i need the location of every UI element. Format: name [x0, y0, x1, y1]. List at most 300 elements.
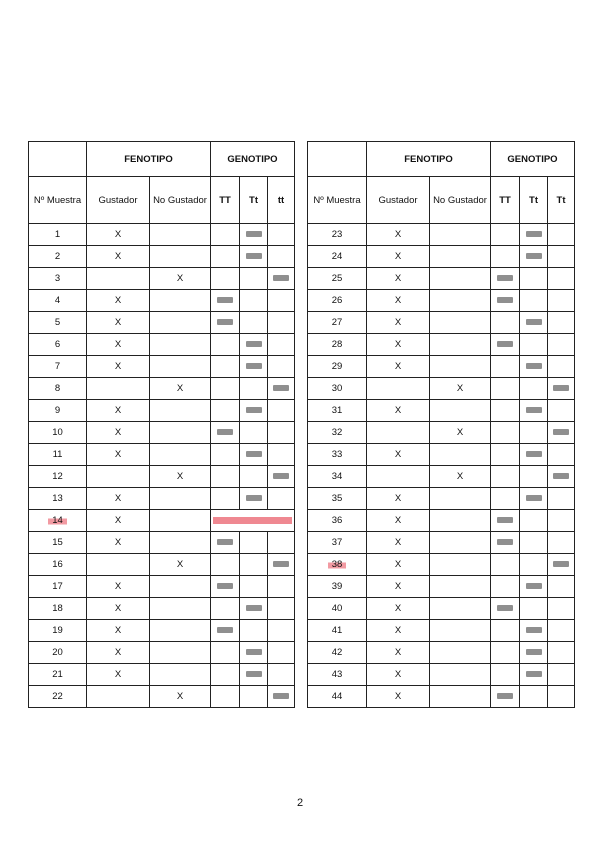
redacted-mark	[273, 275, 289, 281]
genotype-cell-Tt	[520, 290, 548, 312]
sample-number	[308, 334, 367, 356]
genotype-cell-tt	[548, 642, 575, 664]
gustador-cell: X	[87, 620, 150, 642]
sample-row	[29, 686, 295, 708]
sample-row	[29, 532, 295, 554]
sample-number-text: 13	[52, 493, 63, 504]
redacted-mark	[553, 429, 569, 435]
genotype-cell-TT	[491, 576, 520, 598]
genotype-cell-TT	[211, 686, 240, 708]
sample-number	[308, 378, 367, 400]
highlight-mark	[213, 517, 292, 524]
redacted-mark	[246, 341, 262, 347]
genotype-cell-tt	[268, 576, 295, 598]
sample-number	[29, 642, 87, 664]
genotype-cell-TT	[211, 488, 240, 510]
genotype-cell-Tt	[520, 532, 548, 554]
genotype-cell-tt	[268, 664, 295, 686]
sample-row	[308, 334, 575, 356]
gustador-cell: X	[87, 400, 150, 422]
genotype-cell-Tt	[520, 620, 548, 642]
sample-row	[308, 554, 575, 576]
sample-number	[29, 246, 87, 268]
sample-number-text: 19	[52, 625, 63, 636]
no-gustador-header: No Gustador	[150, 177, 211, 224]
genotype-cell-tt	[548, 422, 575, 444]
no-gustador-cell	[150, 356, 211, 378]
sample-number-text: 22	[52, 691, 63, 702]
genotype-cell-Tt	[520, 378, 548, 400]
genotype-cell-Tt	[240, 664, 268, 686]
gustador-cell: X	[87, 576, 150, 598]
genotype-cell-TT	[211, 312, 240, 334]
sample-number-text: 26	[331, 295, 343, 306]
genotype-cell-Tt	[520, 488, 548, 510]
gustador-cell: X	[367, 598, 430, 620]
sample-row	[308, 290, 575, 312]
genotype-cell-Tt	[240, 400, 268, 422]
no-gustador-cell	[150, 576, 211, 598]
genotype-cell-tt	[268, 378, 295, 400]
redacted-mark	[553, 473, 569, 479]
genotype-cell-TT	[211, 444, 240, 466]
sample-number	[29, 444, 87, 466]
genotype-cell-Tt	[520, 422, 548, 444]
genotype-cell-TT	[491, 554, 520, 576]
genotype-cell-TT	[491, 268, 520, 290]
genotype-cell-TT	[491, 466, 520, 488]
sample-number	[29, 598, 87, 620]
sample-row	[29, 356, 295, 378]
page-number: 2	[296, 797, 304, 809]
genotype-cell-TT	[491, 488, 520, 510]
redacted-mark	[246, 231, 262, 237]
sample-number-text: 20	[52, 647, 63, 658]
redacted-mark	[246, 605, 262, 611]
genotype-cell-tt	[548, 444, 575, 466]
sample-number	[308, 268, 367, 290]
genotype-cell-Tt	[240, 422, 268, 444]
gustador-cell: X	[87, 334, 150, 356]
no-gustador-cell	[150, 510, 211, 532]
genotype-cell-TT	[491, 290, 520, 312]
sample-number	[308, 510, 367, 532]
redacted-mark	[246, 671, 262, 677]
sample-number-text: 38	[328, 559, 347, 570]
gustador-cell: X	[367, 334, 430, 356]
genotype-cell-Tt	[240, 620, 268, 642]
sample-number-text: 14	[48, 515, 67, 526]
sample-number	[308, 422, 367, 444]
gustador-cell: X	[367, 246, 430, 268]
no-gustador-cell	[150, 334, 211, 356]
redacted-mark	[526, 231, 542, 237]
sample-row	[29, 554, 295, 576]
no-gustador-cell	[150, 642, 211, 664]
no-gustador-cell: X	[430, 422, 491, 444]
sample-row	[29, 400, 295, 422]
sample-number	[308, 554, 367, 576]
no-gustador-cell	[150, 488, 211, 510]
genotype-cell-tt	[268, 532, 295, 554]
genotype-cell-TT	[491, 334, 520, 356]
redacted-mark	[526, 253, 542, 259]
no-gustador-cell	[430, 224, 491, 246]
genotype-cell-Tt	[240, 642, 268, 664]
no-gustador-cell	[150, 246, 211, 268]
gustador-cell	[87, 686, 150, 708]
TT-header: TT	[211, 177, 240, 224]
sample-number	[308, 576, 367, 598]
genotype-cell-tt	[548, 532, 575, 554]
sample-row	[308, 378, 575, 400]
genotype-cell-TT	[211, 598, 240, 620]
sample-number	[308, 312, 367, 334]
sample-number	[308, 664, 367, 686]
sample-number	[29, 312, 87, 334]
gustador-cell: X	[87, 510, 150, 532]
genotype-cell-TT	[211, 466, 240, 488]
genotype-cell-tt	[548, 664, 575, 686]
redacted-mark	[217, 583, 233, 589]
gustador-cell: X	[367, 576, 430, 598]
sample-row	[308, 598, 575, 620]
sample-number	[29, 290, 87, 312]
genotype-table-left	[28, 141, 295, 708]
genotype-cell-TT	[491, 356, 520, 378]
sample-number-text: 18	[52, 603, 63, 614]
sample-number-text: 30	[331, 383, 343, 394]
genotype-cell-tt	[548, 620, 575, 642]
genotype-cell-Tt	[520, 400, 548, 422]
genotype-cell-TT	[211, 620, 240, 642]
sample-number-text: 15	[52, 537, 63, 548]
no-gustador-cell	[430, 290, 491, 312]
gustador-cell: X	[367, 356, 430, 378]
redacted-mark	[497, 539, 513, 545]
redacted-mark	[526, 649, 542, 655]
sample-number	[29, 620, 87, 642]
genotype-cell-TT	[211, 290, 240, 312]
genotype-cell-tt	[548, 290, 575, 312]
sample-row	[308, 664, 575, 686]
genotype-cell-Tt	[520, 268, 548, 290]
sample-row	[29, 246, 295, 268]
no-gustador-cell	[430, 642, 491, 664]
sample-number-text: 35	[331, 493, 343, 504]
genotype-cell-tt	[268, 444, 295, 466]
gustador-cell: X	[87, 532, 150, 554]
TT-header: TT	[491, 177, 520, 224]
redacted-mark	[497, 275, 513, 281]
sample-number-text: 12	[52, 471, 63, 482]
redacted-mark	[526, 363, 542, 369]
genotype-cell-tt	[268, 224, 295, 246]
sample-number	[29, 576, 87, 598]
genotype-cell-Tt	[240, 268, 268, 290]
redacted-mark	[217, 319, 233, 325]
gustador-cell: X	[87, 642, 150, 664]
genotype-cell-Tt	[520, 642, 548, 664]
genotype-cell-tt	[268, 356, 295, 378]
no-gustador-cell	[150, 444, 211, 466]
gustador-cell	[87, 378, 150, 400]
genotype-cell-Tt	[520, 576, 548, 598]
sample-number-text: 34	[331, 471, 343, 482]
no-gustador-cell	[430, 664, 491, 686]
gustador-cell: X	[367, 224, 430, 246]
sample-row	[29, 444, 295, 466]
no-gustador-cell	[150, 224, 211, 246]
redacted-mark	[246, 495, 262, 501]
redacted-mark	[526, 627, 542, 633]
genotipo-header: GENOTIPO	[491, 142, 575, 177]
sample-row	[308, 686, 575, 708]
gustador-cell: X	[87, 246, 150, 268]
genotype-cell-TT	[491, 510, 520, 532]
no-gustador-cell	[150, 532, 211, 554]
fenotipo-header: FENOTIPO	[87, 142, 211, 177]
gustador-cell: X	[367, 312, 430, 334]
redacted-mark	[246, 363, 262, 369]
genotype-cell-Tt	[520, 312, 548, 334]
sample-number-text: 27	[331, 317, 343, 328]
sample-row	[308, 510, 575, 532]
genotype-cell-tt	[548, 686, 575, 708]
sample-row	[308, 620, 575, 642]
genotype-cell-Tt	[240, 312, 268, 334]
no-gustador-cell	[430, 400, 491, 422]
gustador-cell: X	[367, 268, 430, 290]
sample-number	[29, 532, 87, 554]
sample-row	[308, 312, 575, 334]
no-gustador-header: No Gustador	[430, 177, 491, 224]
sample-number	[29, 488, 87, 510]
sample-row	[29, 664, 295, 686]
sample-number-text: 17	[52, 581, 63, 592]
sample-number	[308, 224, 367, 246]
muestra-header: Nº Muestra	[29, 177, 87, 224]
sample-number-text: 44	[331, 691, 343, 702]
genotype-cell-tt	[268, 488, 295, 510]
sample-number-text: 1	[54, 229, 61, 240]
genotype-cell-Tt	[240, 554, 268, 576]
redacted-mark	[553, 561, 569, 567]
gustador-header: Gustador	[87, 177, 150, 224]
sample-number	[308, 686, 367, 708]
genotype-cell-tt	[548, 268, 575, 290]
sample-number	[308, 532, 367, 554]
genotype-cell-Tt	[520, 664, 548, 686]
genotype-cell-Tt	[240, 466, 268, 488]
sample-row	[308, 400, 575, 422]
genotype-cell-tt	[268, 642, 295, 664]
genotype-cell-TT	[491, 686, 520, 708]
redacted-mark	[246, 253, 262, 259]
redacted-mark	[526, 583, 542, 589]
redacted-mark	[217, 627, 233, 633]
genotype-cell-TT	[211, 268, 240, 290]
gustador-cell: X	[367, 642, 430, 664]
gustador-header: Gustador	[367, 177, 430, 224]
sample-row	[29, 290, 295, 312]
corner-cell	[29, 142, 87, 177]
genotype-cell-TT	[491, 378, 520, 400]
gustador-cell: X	[87, 422, 150, 444]
genotype-cell-tt	[548, 334, 575, 356]
genotype-cell-TT	[211, 334, 240, 356]
redacted-mark	[273, 693, 289, 699]
genotype-cell-Tt	[240, 356, 268, 378]
redacted-mark	[526, 451, 542, 457]
redacted-mark	[246, 407, 262, 413]
genotipo-header: GENOTIPO	[211, 142, 295, 177]
no-gustador-cell	[150, 400, 211, 422]
gustador-cell: X	[87, 356, 150, 378]
sample-number-text: 33	[331, 449, 343, 460]
gustador-cell: X	[87, 224, 150, 246]
gustador-cell: X	[367, 532, 430, 554]
sample-number-text: 6	[54, 339, 61, 350]
redacted-mark	[497, 297, 513, 303]
sample-number-text: 43	[331, 669, 343, 680]
genotype-cell-TT	[491, 642, 520, 664]
sample-number	[308, 444, 367, 466]
sample-number	[308, 642, 367, 664]
genotype-cell-Tt	[520, 598, 548, 620]
redacted-mark	[246, 451, 262, 457]
Tt-right-header: Tt	[548, 177, 575, 224]
genotype-cell-Tt	[240, 488, 268, 510]
genotype-cell-tt	[548, 554, 575, 576]
sample-row	[29, 224, 295, 246]
sample-row	[308, 488, 575, 510]
genotype-cell-Tt	[240, 334, 268, 356]
redacted-mark	[497, 693, 513, 699]
genotype-cell-Tt	[240, 532, 268, 554]
genotype-cell-TT	[491, 532, 520, 554]
sample-number-text: 32	[331, 427, 343, 438]
sample-number-text: 42	[331, 647, 343, 658]
genotype-cell-tt	[548, 378, 575, 400]
redacted-mark	[526, 319, 542, 325]
no-gustador-cell	[430, 334, 491, 356]
redacted-mark	[526, 671, 542, 677]
genotype-cell-Tt	[520, 510, 548, 532]
no-gustador-cell	[430, 444, 491, 466]
sample-number	[29, 422, 87, 444]
no-gustador-cell	[430, 532, 491, 554]
no-gustador-cell: X	[150, 378, 211, 400]
genotype-cell-tt	[548, 312, 575, 334]
gustador-cell: X	[367, 686, 430, 708]
no-gustador-cell	[430, 312, 491, 334]
redacted-mark	[526, 495, 542, 501]
redacted-mark	[497, 341, 513, 347]
no-gustador-cell: X	[150, 466, 211, 488]
no-gustador-cell	[150, 620, 211, 642]
genotype-cell-TT	[211, 554, 240, 576]
genotype-cell-tt	[268, 246, 295, 268]
genotype-cell-Tt	[520, 334, 548, 356]
sample-row	[308, 576, 575, 598]
genotype-cell-Tt	[240, 598, 268, 620]
sample-row	[308, 224, 575, 246]
sample-row	[29, 334, 295, 356]
genotype-cell-tt	[548, 576, 575, 598]
sample-number	[29, 686, 87, 708]
genotype-cell-tt	[268, 400, 295, 422]
genotype-cell-tt	[268, 290, 295, 312]
genotype-cell-TT	[491, 444, 520, 466]
redacted-mark	[497, 605, 513, 611]
genotype-cell-tt	[268, 598, 295, 620]
sample-number	[29, 334, 87, 356]
genotype-cell-TT	[211, 642, 240, 664]
genotype-cell-Tt	[520, 466, 548, 488]
sample-row	[308, 466, 575, 488]
gustador-cell: X	[367, 664, 430, 686]
sample-number-text: 3	[54, 273, 61, 284]
genotype-cell-TT	[211, 422, 240, 444]
genotype-cell-Tt	[520, 356, 548, 378]
gustador-cell: X	[367, 444, 430, 466]
genotype-cell-tt	[268, 268, 295, 290]
sample-number	[29, 664, 87, 686]
genotype-cell-Tt	[520, 224, 548, 246]
sample-row	[29, 598, 295, 620]
no-gustador-cell: X	[430, 466, 491, 488]
no-gustador-cell	[430, 356, 491, 378]
genotype-cell-TT	[211, 246, 240, 268]
redacted-mark	[217, 539, 233, 545]
sample-row	[308, 444, 575, 466]
redacted-mark	[217, 429, 233, 435]
genotype-cell-Tt	[240, 444, 268, 466]
sample-number-text: 37	[331, 537, 343, 548]
sample-number	[29, 378, 87, 400]
genotype-cell-Tt	[520, 554, 548, 576]
sample-number	[29, 554, 87, 576]
genotype-cell-TT	[491, 312, 520, 334]
genotype-cell-tt	[548, 598, 575, 620]
no-gustador-cell	[430, 554, 491, 576]
sample-number-text: 24	[331, 251, 343, 262]
genotype-cell-TT	[211, 400, 240, 422]
sample-number-text: 8	[54, 383, 61, 394]
gustador-cell: X	[367, 554, 430, 576]
genotype-cell-tt	[548, 510, 575, 532]
gustador-cell: X	[367, 400, 430, 422]
sample-row	[29, 378, 295, 400]
sample-row	[29, 422, 295, 444]
genotype-cell-TT	[491, 664, 520, 686]
sample-number-text: 5	[54, 317, 61, 328]
sample-row	[308, 268, 575, 290]
corner-cell	[308, 142, 367, 177]
sample-number	[29, 268, 87, 290]
sample-number	[308, 400, 367, 422]
no-gustador-cell: X	[430, 378, 491, 400]
no-gustador-cell: X	[150, 268, 211, 290]
gustador-cell	[367, 378, 430, 400]
sample-number-text: 36	[331, 515, 343, 526]
sample-number	[29, 466, 87, 488]
Tt-header: Tt	[520, 177, 548, 224]
sample-number	[308, 466, 367, 488]
sample-number-text: 21	[52, 669, 63, 680]
no-gustador-cell	[150, 290, 211, 312]
